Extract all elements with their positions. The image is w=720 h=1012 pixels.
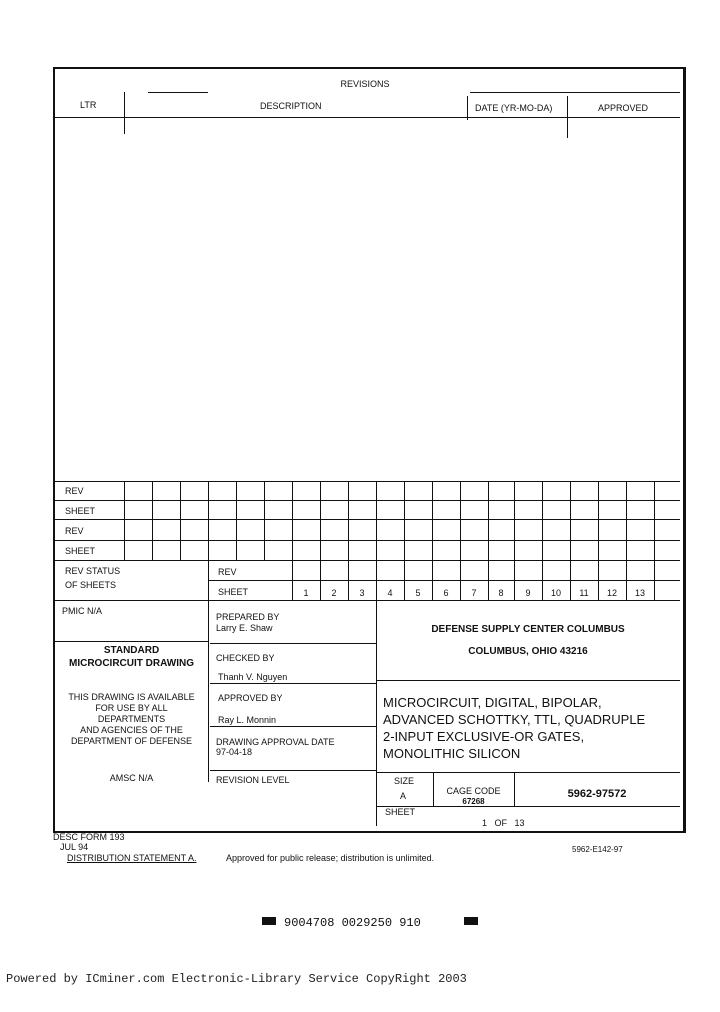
of-sheets-label: OF SHEETS (65, 580, 117, 590)
title-line: MONOLITHIC SILICON (383, 746, 521, 761)
prepared-name: Larry E. Shaw (216, 623, 273, 633)
rule (208, 600, 209, 782)
rule (376, 806, 680, 807)
status-rev-label: REV (218, 567, 237, 577)
rule (376, 680, 680, 681)
rule (598, 481, 599, 600)
rule (514, 481, 515, 600)
rule (210, 643, 376, 644)
approved-label: APPROVED BY (218, 693, 283, 703)
grid-rev-label: REV (65, 486, 84, 496)
sheet-number: 11 (579, 588, 589, 598)
rule (460, 481, 461, 600)
rule (216, 683, 276, 684)
avail-line: DEPARTMENTS (97, 714, 166, 724)
rule (124, 481, 125, 560)
amsc: AMSC N/A (109, 773, 154, 783)
approved-name: Ray L. Monnin (218, 715, 277, 725)
rule (264, 481, 265, 560)
cage-label: CAGE CODE (446, 786, 501, 796)
rule (152, 481, 153, 560)
rule (210, 770, 376, 771)
approval-date: 97-04-18 (216, 747, 253, 757)
rule (570, 481, 571, 600)
sheet-number: 12 (606, 588, 617, 598)
sheet-number: 8 (498, 588, 504, 598)
rule (488, 481, 489, 600)
distribution-text: Approved for public release; distribution is unlimited. (226, 853, 435, 863)
col-date: DATE (YR-MO-DA) (475, 103, 553, 113)
rule (55, 481, 680, 482)
rule (542, 481, 543, 600)
title-line: MICROCIRCUIT, DIGITAL, BIPOLAR, (383, 695, 602, 710)
avail-line: AND AGENCIES OF THE (80, 725, 183, 735)
rule (292, 481, 293, 600)
sheet-number: 2 (331, 588, 337, 598)
form-line1: DESC FORM 193 (53, 832, 125, 842)
barcode-block (262, 917, 276, 925)
rule (208, 481, 209, 600)
grid-rev-label: REV (65, 526, 84, 536)
rule (148, 92, 208, 93)
rule (55, 500, 680, 501)
drawing-number: 5962-97572 (567, 788, 627, 800)
rule (432, 481, 433, 600)
rule (208, 580, 680, 581)
sheet-number: 3 (359, 588, 365, 598)
grid-sheet-label: SHEET (65, 506, 96, 516)
rule (654, 481, 655, 600)
size-label: SIZE (394, 776, 415, 786)
avail-line: FOR USE BY ALL (95, 703, 168, 713)
rule (470, 92, 680, 93)
sheet-number: 4 (387, 588, 393, 598)
barcode-block (464, 917, 478, 925)
distribution-label: DISTRIBUTION STATEMENT A. (67, 853, 197, 863)
standard-line2: MICROCIRCUIT DRAWING (69, 658, 194, 669)
cage-value: 67268 (462, 797, 485, 806)
sheet-number: 7 (471, 588, 477, 598)
sheet-number: 5 (415, 588, 421, 598)
pmic: PMIC N/A (62, 606, 103, 616)
agency-line1: DEFENSE SUPPLY CENTER COLUMBUS (431, 624, 625, 635)
rule (320, 481, 321, 600)
rule (467, 96, 468, 120)
rule (210, 726, 376, 727)
grid-sheet-label: SHEET (65, 546, 96, 556)
form-line2: JUL 94 (60, 842, 89, 852)
form-code: 5962-E142-97 (572, 845, 623, 854)
col-description: DESCRIPTION (260, 101, 322, 111)
standard-line1: STANDARD (103, 645, 160, 656)
sheet-label: SHEET (385, 807, 416, 817)
title-line: ADVANCED SCHOTTKY, TTL, QUADRUPLE (383, 712, 646, 727)
rule (55, 117, 680, 118)
avail-line: DEPARTMENT OF DEFENSE (70, 736, 193, 746)
avail-line: THIS DRAWING IS AVAILABLE (68, 692, 195, 702)
sheet-number: 13 (634, 588, 645, 598)
sheet-number: 6 (443, 588, 449, 598)
col-approved: APPROVED (598, 103, 649, 113)
powered-by: Powered by ICminer.com Electronic-Library Service CopyRight 2003 (6, 972, 467, 986)
title-line: 2-INPUT EXCLUSIVE-OR GATES, (383, 729, 585, 744)
sheet-number: 10 (550, 588, 561, 598)
revision-level-label: REVISION LEVEL (216, 775, 290, 785)
col-ltr: LTR (80, 100, 97, 110)
revisions-title: REVISIONS (340, 79, 390, 89)
rule (55, 560, 680, 561)
prepared-label: PREPARED BY (216, 612, 280, 622)
rule (55, 519, 680, 520)
sheet-number: 9 (525, 588, 531, 598)
rev-status-label: REV STATUS (65, 566, 121, 576)
checked-label: CHECKED BY (216, 653, 275, 663)
barcode-text: 9004708 0029250 910 (284, 916, 421, 930)
rule (124, 92, 125, 134)
rule (55, 600, 680, 601)
size-value: A (400, 791, 407, 801)
agency-line2: COLUMBUS, OHIO 43216 (468, 646, 588, 657)
rule (236, 481, 237, 560)
status-sheet-label: SHEET (218, 587, 249, 597)
sheet-number: 1 (303, 588, 309, 598)
rule (348, 481, 349, 600)
rule (55, 641, 208, 642)
rule (180, 481, 181, 560)
rule (55, 540, 680, 541)
sheet-value: 1 OF 13 (482, 818, 525, 828)
approval-date-label: DRAWING APPROVAL DATE (216, 737, 335, 747)
rule (376, 772, 680, 773)
rule (404, 481, 405, 600)
checked-name: Thanh V. Nguyen (218, 672, 288, 682)
rule (567, 96, 568, 138)
rule (626, 481, 627, 600)
